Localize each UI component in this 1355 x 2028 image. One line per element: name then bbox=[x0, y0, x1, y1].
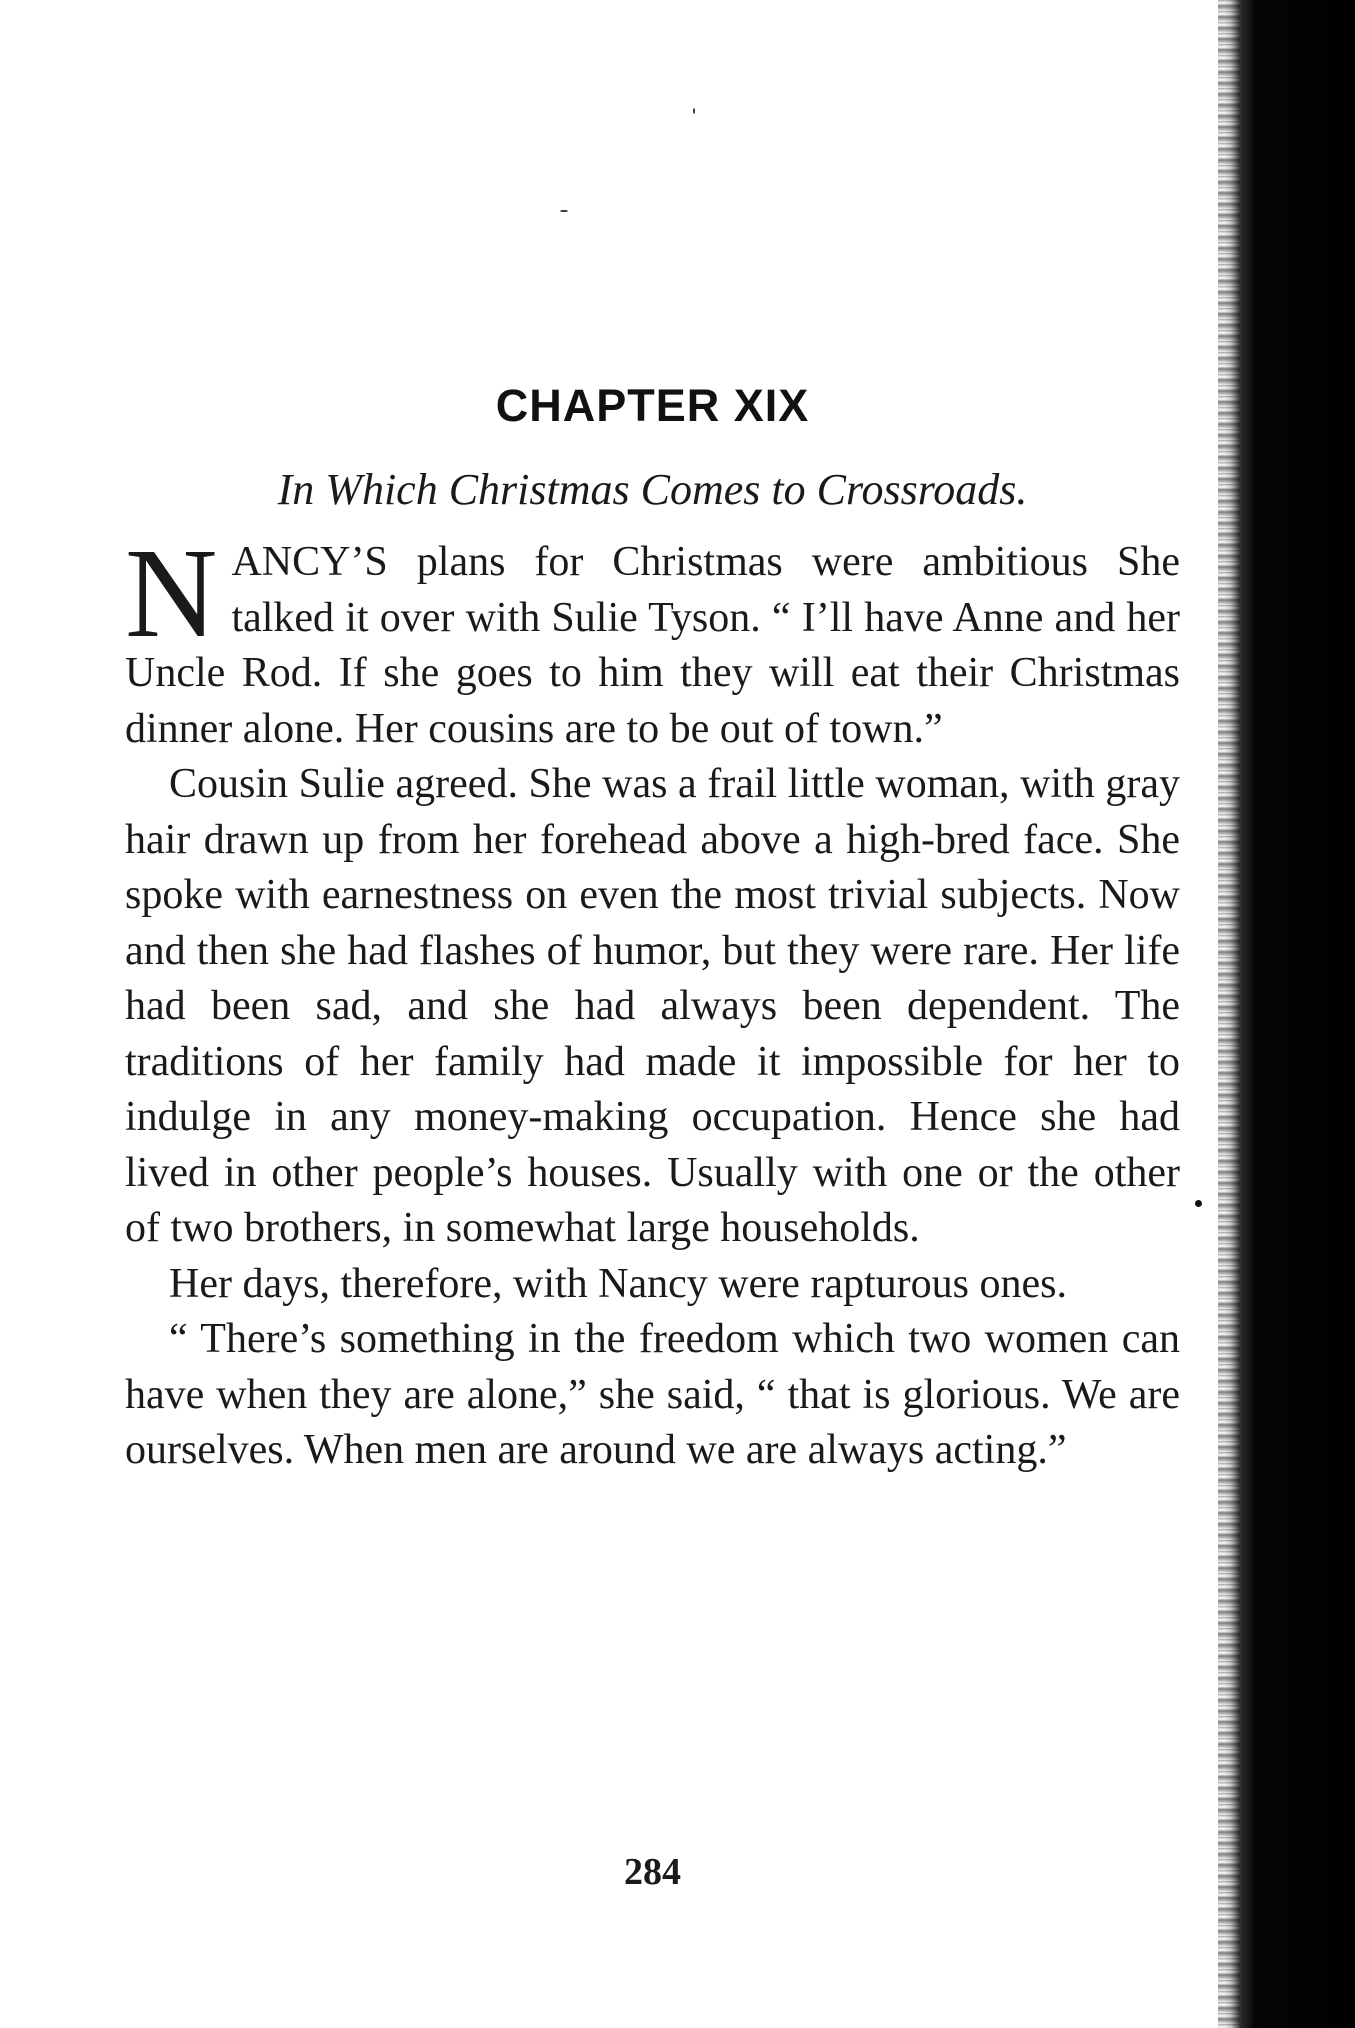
paragraph-text: ANCY’S plans for Christmas were ambitious She talked it over with Sulie Tyson. “ I’ll have Anne and her Uncle Rod. If she goes to him they will eat their Christmas dinner alone. Her cousins are to be out of town.” bbox=[125, 539, 1180, 752]
chapter-subtitle: In Which Christmas Comes to Crossroads. bbox=[277, 465, 1028, 514]
body-text bbox=[125, 522, 1180, 1479]
drop-cap: N bbox=[125, 522, 218, 664]
paragraph: Her days, therefore, with Nancy were rapturous ones. bbox=[169, 1260, 1067, 1307]
chapter-title: CHAPTER XIX bbox=[495, 380, 810, 431]
paragraph: “ There’s something in the freedom which two women can have when they are alone,” she said, “ that is glorious. We are ourselves. When men are around we are always acting.” bbox=[125, 1316, 1180, 1473]
binding-edge bbox=[1218, 0, 1240, 2028]
binding-gutter bbox=[1225, 0, 1355, 2028]
paragraph: Cousin Sulie agreed. She was a frail little woman, with gray hair drawn up from her forehead above a high-bred face. She spoke with earnestness on even the most trivial subjects. Now and then she had flashes of humor, but they were rare. Her life had been sad, and she had always been dependent. The traditions of her family had made it impossible for her to indulge in any money-making occupation. Hence she had lived in other people’s houses. Usually with one or the other of two brothers, in somewhat large households. bbox=[125, 761, 1180, 1251]
paper-speck bbox=[1195, 1200, 1202, 1207]
page-number: 284 bbox=[624, 1851, 681, 1893]
paper-speck bbox=[560, 210, 568, 212]
paragraph bbox=[125, 522, 1180, 757]
text-block bbox=[125, 380, 1180, 1479]
paper-speck bbox=[693, 108, 695, 114]
